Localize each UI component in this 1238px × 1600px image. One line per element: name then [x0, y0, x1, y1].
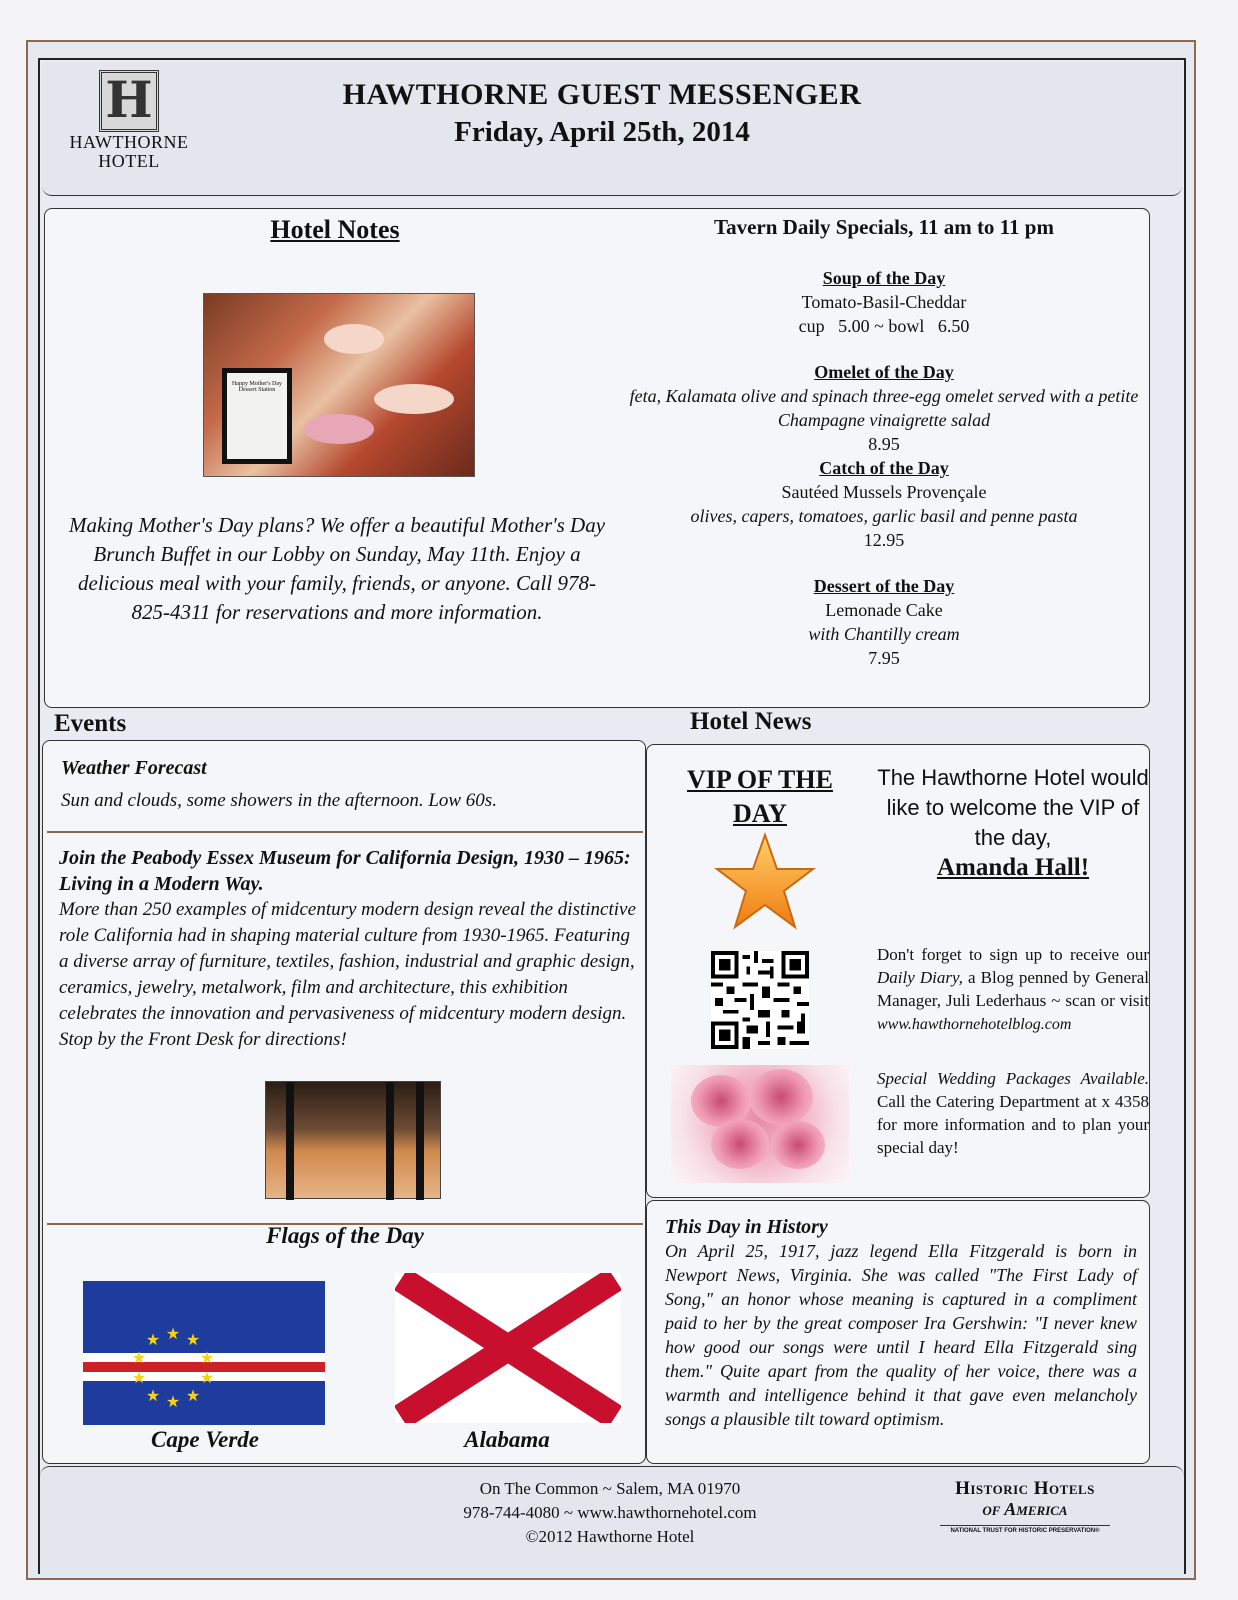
qr-code-icon[interactable] — [711, 951, 809, 1049]
rose-shape — [771, 1121, 825, 1169]
soup-heading: Soup of the Day — [822, 268, 946, 288]
dessert-price: 7.95 — [868, 648, 900, 668]
mothers-day-text: Making Mother's Day plans? We offer a beautiful Mother's Day Brunch Buffet in our Lobby on Sunday, May 11th. Enjoy a delicious meal with your family, friends, or anyone. Call 978-825-4311 for reservations and more information. — [68, 513, 606, 624]
historic-hotels-logo — [940, 1479, 1110, 1534]
dessert-heading: Dessert of the Day — [813, 576, 955, 596]
hotel-news-panel — [646, 744, 1150, 1198]
wedding-italic: Special Wedding Packages Available. — [877, 1069, 1149, 1088]
svg-text:★: ★ — [145, 1386, 161, 1405]
svg-text:★: ★ — [199, 1368, 215, 1387]
newsletter-page — [26, 40, 1196, 1580]
blog-text — [877, 943, 1149, 1036]
roses-photo — [671, 1065, 849, 1183]
masthead — [42, 62, 1182, 196]
footer-line-2: 978-744-4080 ~ www.hawthornehotel.com — [463, 1503, 757, 1522]
hh-line-1: Historic Hotels — [955, 1478, 1095, 1499]
hotel-notes-title: Hotel Notes — [270, 215, 400, 244]
dessert-station-card — [222, 368, 292, 464]
history-heading: This Day in History — [665, 1216, 828, 1238]
footer-line-3: ©2012 Hawthorne Hotel — [525, 1527, 695, 1546]
svg-text:★: ★ — [165, 1324, 181, 1343]
photo-column — [386, 1082, 394, 1200]
dish-shape — [304, 414, 374, 444]
svg-text:★: ★ — [165, 1392, 181, 1411]
footer — [40, 1466, 1184, 1574]
soup-price: cup 5.00 ~ bowl 6.50 — [798, 316, 970, 336]
footer-address — [340, 1477, 880, 1549]
weather-text: Sun and clouds, some showers in the afternoon. Low 60s. — [61, 790, 497, 811]
wedding-detail: Call the Catering Department at x 4358 for more information and to plan your special day! — [877, 1092, 1149, 1157]
museum-heading: Join the Peabody Essex Museum for California Design, 1930 – 1965: Living in a Modern Way. — [59, 847, 631, 895]
svg-text:★: ★ — [131, 1368, 147, 1387]
divider — [47, 831, 643, 833]
vip-heading: VIP OF THE DAY — [687, 765, 833, 828]
museum-text: More than 250 examples of midcentury modern design reveal the distinctive role California had in shaping material culture from 1930-1965. Featuring a diverse array of furniture, textiles, fashion, industrial and graphic design, ceramics, jewelry, metalwork, film and architecture, this exhibition celebrates the innovation and pervasiveness of midcentury modern design. Stop by the Front Desk for directions! — [59, 899, 636, 1050]
omelet-desc: feta, Kalamata olive and spinach three-egg omelet served with a petite Champagne vinaigrette salad — [629, 386, 1139, 430]
svg-text:★: ★ — [131, 1348, 147, 1367]
svg-text:★: ★ — [199, 1348, 215, 1367]
photo-column — [416, 1082, 424, 1200]
rose-shape — [711, 1119, 769, 1169]
svg-text:★: ★ — [185, 1330, 201, 1349]
vip-welcome — [877, 763, 1149, 883]
card-line-1: Happy Mother's Day — [231, 381, 283, 387]
footer-line-1: On The Common ~ Salem, MA 01970 — [479, 1479, 741, 1498]
logo-text-1: HAWTHORNE — [69, 132, 189, 152]
catch-name: Sautéed Mussels Provençale — [781, 482, 987, 502]
flags-heading: Flags of the Day — [266, 1223, 424, 1248]
dessert-name: Lemonade Cake — [825, 600, 943, 620]
omelet-price: 8.95 — [868, 434, 900, 454]
hh-line-2: of America — [982, 1499, 1068, 1519]
flag-stars — [83, 1281, 325, 1425]
wedding-text — [877, 1067, 1149, 1159]
blog-url[interactable]: www.hawthornehotelblog.com — [877, 1016, 1072, 1033]
history-text: On April 25, 1917, jazz legend Ella Fitzgerald is born in Newport News, Virginia. She was called "The First Lady of Song," an honor whose meaning is captured in a compliment paid to her by the great composer Ira Gershwin: "I never knew how good our songs were until I heard Ella Fitzgerald sing them." Quite apart from the quality of her voice, there was a warmth and intelligence behind it that gave even melancholy songs a plausible tilt toward optimism. — [665, 1241, 1137, 1429]
alabama-flag — [395, 1273, 621, 1423]
rose-shape — [749, 1069, 813, 1125]
museum-photo — [265, 1081, 441, 1199]
svg-text:★: ★ — [145, 1330, 161, 1349]
logo-text-2: HOTEL — [98, 151, 160, 171]
history-panel — [646, 1200, 1150, 1464]
omelet-heading: Omelet of the Day — [814, 362, 954, 382]
star-icon — [713, 831, 817, 931]
brunch-photo — [203, 293, 475, 477]
hotel-notes-panel — [44, 208, 1150, 708]
hh-line-3: NATIONAL TRUST FOR HISTORIC PRESERVATION® — [940, 1525, 1110, 1534]
cape-verde-caption: Cape Verde — [151, 1427, 259, 1452]
alabama-caption: Alabama — [464, 1427, 550, 1452]
monogram-icon: H — [99, 70, 159, 132]
history-section — [665, 1215, 1137, 1431]
events-panel — [42, 740, 646, 1464]
photo-column — [286, 1082, 294, 1200]
catch-heading: Catch of the Day — [819, 458, 949, 478]
blog-text-2: a Blog penned by General Manager, Juli Lederhaus ~ scan or visit — [877, 968, 1149, 1010]
svg-text:★: ★ — [185, 1386, 201, 1405]
dessert-desc: with Chantilly cream — [808, 624, 960, 644]
vip-welcome-text: The Hawthorne Hotel would like to welcome the VIP of the day, — [877, 765, 1149, 850]
dish-shape — [324, 324, 384, 354]
catch-price: 12.95 — [863, 530, 905, 550]
card-line-2: Dessert Station — [238, 387, 276, 393]
cape-verde-flag — [83, 1281, 325, 1425]
vip-name: Amanda Hall! — [936, 854, 1090, 881]
blog-name: Daily Diary, — [877, 968, 963, 987]
newsletter-frame — [38, 58, 1186, 1574]
newsletter-title: HAWTHORNE GUEST MESSENGER — [342, 78, 862, 111]
weather-section — [61, 757, 631, 812]
events-label: Events — [54, 710, 127, 737]
hotel-logo — [64, 70, 194, 170]
newsletter-date: Friday, April 25th, 2014 — [454, 116, 750, 148]
weather-heading: Weather Forecast — [61, 757, 207, 779]
museum-section — [59, 845, 639, 1053]
blog-text-1: Don't forget to sign up to receive our — [877, 945, 1149, 964]
tavern-specials — [629, 215, 1139, 670]
soup-name: Tomato-Basil-Cheddar — [801, 292, 967, 312]
specials-title: Tavern Daily Specials, 11 am to 11 pm — [714, 215, 1054, 239]
catch-desc: olives, capers, tomatoes, garlic basil and penne pasta — [690, 506, 1078, 526]
hotel-news-label: Hotel News — [690, 708, 812, 735]
dish-shape — [374, 384, 454, 414]
